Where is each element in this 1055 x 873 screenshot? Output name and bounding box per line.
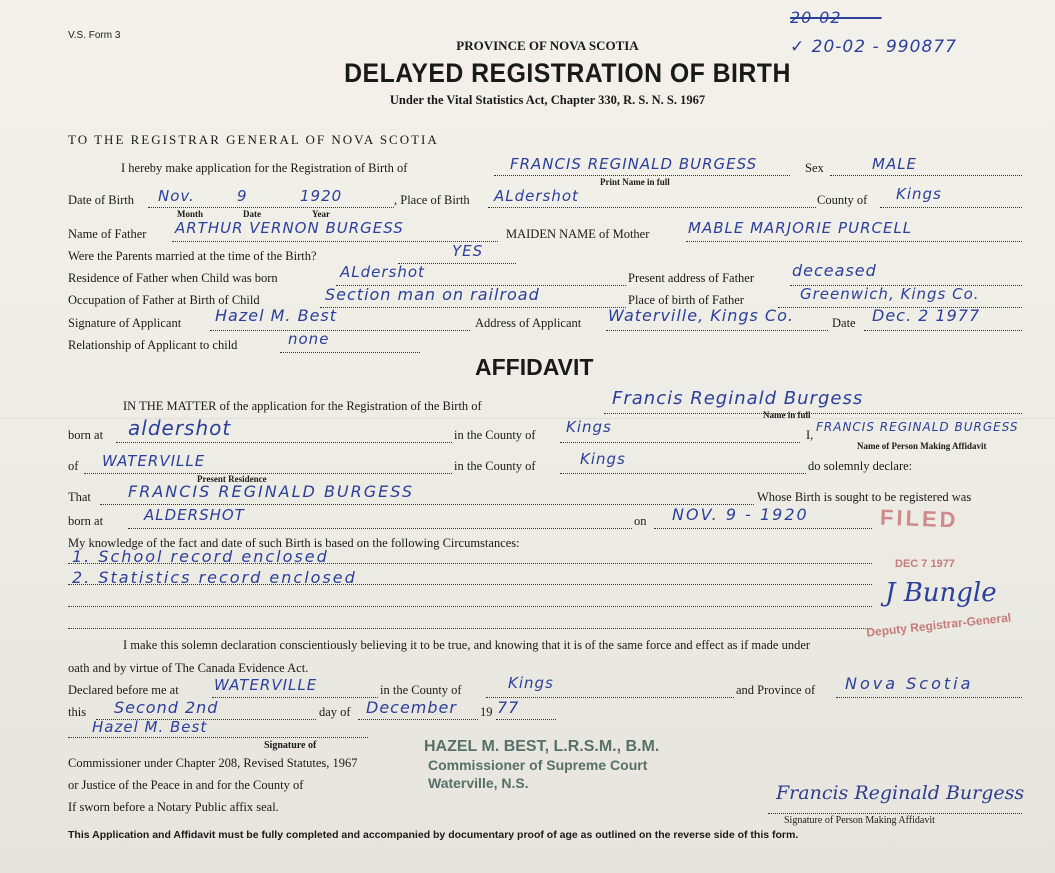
- commissioner-stamp-line-2: Commissioner of Supreme Court: [428, 757, 648, 773]
- married-label: Were the Parents married at the time of the Birth?: [68, 249, 317, 263]
- place-label: , Place of Birth: [394, 193, 470, 207]
- county-label: County of: [817, 193, 868, 207]
- applicant-address-value: Waterville, Kings Co.: [608, 306, 794, 325]
- circumstance-1: 1. School record enclosed: [72, 547, 329, 566]
- married-value: YES: [452, 242, 484, 260]
- crossed-out-note: 20-02 ——: [790, 8, 882, 27]
- registrar-signature: J Bungle: [885, 578, 997, 608]
- province-label: and Province of: [736, 683, 816, 697]
- signature-value: Hazel M. Best: [215, 306, 338, 325]
- in-county-label-2: in the County of: [454, 459, 536, 473]
- in-county-label-3: in the County of: [380, 683, 462, 697]
- matter-label: IN THE MATTER of the application for the Registration of the Birth of: [123, 399, 482, 413]
- dob-year: 1920: [300, 187, 343, 205]
- father-birthplace-label: Place of birth of Father: [628, 293, 744, 307]
- mother-value: MABLE MARJORIE PURCELL: [688, 219, 913, 237]
- child-name: FRANCIS REGINALD BURGESS: [510, 155, 758, 173]
- footer-note: This Application and Affidavit must be fully completed and accompanied by documentary proof of age as outlined on the reverse side of this form.: [68, 829, 799, 841]
- affiant-signature-caption: Signature of Person Making Affidavit: [784, 815, 935, 826]
- sex-label: Sex: [805, 161, 824, 175]
- born-at-value-2: ALDERSHOT: [144, 506, 245, 524]
- province-value: Nova Scotia: [845, 674, 974, 693]
- notary-label: If sworn before a Notary Public affix seal.: [68, 800, 279, 814]
- day-of-label: day of: [319, 705, 351, 719]
- commissioner-label: Commissioner under Chapter 208, Revised Statutes, 1967: [68, 756, 358, 770]
- province-heading: PROVINCE OF NOVA SCOTIA: [456, 38, 639, 53]
- place-value: ALdershot: [494, 187, 579, 205]
- relationship-value: none: [288, 330, 330, 348]
- matter-value: Francis Reginald Burgess: [612, 388, 864, 409]
- year-caption: Year: [312, 209, 330, 219]
- mother-label: MAIDEN NAME of Mother: [506, 227, 650, 241]
- commissioner-stamp-line-3: Waterville, N.S.: [428, 775, 529, 791]
- affidavit-heading: AFFIDAVIT: [475, 354, 594, 380]
- present-residence-caption: Present Residence: [197, 474, 267, 484]
- knowledge-label: My knowledge of the fact and date of such Birth is based on the following Circumstances:: [68, 536, 520, 550]
- date-field-value: Dec. 2 1977: [872, 306, 981, 325]
- dob-date: 9: [237, 187, 248, 205]
- dob-month: Nov.: [158, 187, 195, 205]
- day-of-value: December: [366, 698, 457, 717]
- dob-label: Date of Birth: [68, 193, 134, 207]
- filed-stamp: FILED: [879, 504, 959, 533]
- name-in-full-caption: Name in full: [763, 410, 811, 420]
- declarant-value: FRANCIS REGINALD BURGESS: [816, 420, 1019, 434]
- sex-value: MALE: [872, 155, 918, 173]
- this-label: this: [68, 705, 87, 719]
- relationship-label: Relationship of Applicant to child: [68, 338, 238, 352]
- signature-of-caption: Signature of: [264, 740, 317, 751]
- signature-label: Signature of Applicant: [68, 316, 182, 330]
- county-value-3: Kings: [508, 674, 554, 692]
- of-label: of: [68, 459, 79, 473]
- present-address-label: Present address of Father: [628, 271, 755, 285]
- this-value: Second 2nd: [114, 698, 219, 717]
- print-name-caption: Print Name in full: [600, 177, 670, 187]
- occupation-label: Occupation of Father at Birth of Child: [68, 293, 260, 307]
- form-number: V.S. Form 3: [68, 30, 121, 41]
- addressee: TO THE REGISTRAR GENERAL OF NOVA SCOTIA: [68, 132, 439, 147]
- on-value: NOV. 9 - 1920: [672, 505, 809, 524]
- county-value-1: Kings: [566, 418, 612, 436]
- that-label: That: [68, 490, 91, 504]
- born-at-label-2: born at: [68, 514, 104, 528]
- commissioner-stamp-line-1: HAZEL M. BEST, L.R.S.M., B.M.: [424, 738, 660, 755]
- year-suffix: 77: [497, 698, 520, 717]
- i-label: I,: [806, 428, 814, 442]
- declared-at-value: WATERVILLE: [214, 676, 318, 694]
- occupation-value: Section man on railroad: [325, 285, 540, 304]
- filed-date-stamp: DEC 7 1977: [895, 558, 955, 570]
- solemn-line-1: I make this solemn declaration conscientiously believing it to be true, and knowing that it is of the same force and effect as if made under: [123, 638, 811, 652]
- whose-birth-label: Whose Birth is sought to be registered was: [757, 490, 972, 504]
- affiant-signature: Francis Reginald Burgess: [776, 782, 1025, 804]
- declarant-caption: Name of Person Making Affidavit: [857, 441, 987, 451]
- deputy-registrar-stamp: Deputy Registrar-General: [865, 610, 1012, 640]
- on-label: on: [634, 514, 647, 528]
- solemn-line-2: oath and by virtue of The Canada Evidence Act.: [68, 661, 309, 675]
- handwritten-number: ✓ 20-02 - 990877: [790, 37, 957, 57]
- residence-value: ALdershot: [340, 263, 425, 281]
- born-at-label: born at: [68, 428, 104, 442]
- residence-label: Residence of Father when Child was born: [68, 271, 278, 285]
- father-birthplace-value: Greenwich, Kings Co.: [800, 285, 980, 303]
- that-value: FRANCIS REGINALD BURGESS: [128, 482, 414, 501]
- year-prefix: 19: [480, 705, 493, 719]
- justice-label: or Justice of the Peace in and for the County of: [68, 778, 304, 792]
- declared-label: Declared before me at: [68, 683, 179, 697]
- father-label: Name of Father: [68, 227, 147, 241]
- declare-label: do solemnly declare:: [808, 459, 913, 473]
- circumstance-2: 2. Statistics record enclosed: [72, 568, 357, 587]
- born-at-value: aldershot: [128, 416, 232, 440]
- applicant-label: I hereby make application for the Registration of Birth of: [121, 161, 408, 175]
- present-address-value: deceased: [792, 261, 877, 280]
- county-value: Kings: [896, 185, 942, 203]
- date-caption: Date: [243, 209, 261, 219]
- page-title: DELAYED REGISTRATION OF BIRTH: [344, 58, 791, 88]
- in-county-label: in the County of: [454, 428, 536, 442]
- date-field-label: Date: [832, 316, 856, 330]
- county-value-2: Kings: [580, 450, 626, 468]
- subtitle: Under the Vital Statistics Act, Chapter 330, R. S. N. S. 1967: [389, 93, 706, 107]
- month-caption: Month: [177, 209, 204, 219]
- father-value: ARTHUR VERNON BURGESS: [175, 219, 404, 237]
- of-value: WATERVILLE: [102, 452, 206, 470]
- commissioner-signature: Hazel M. Best: [92, 718, 208, 736]
- applicant-address-label: Address of Applicant: [475, 316, 582, 330]
